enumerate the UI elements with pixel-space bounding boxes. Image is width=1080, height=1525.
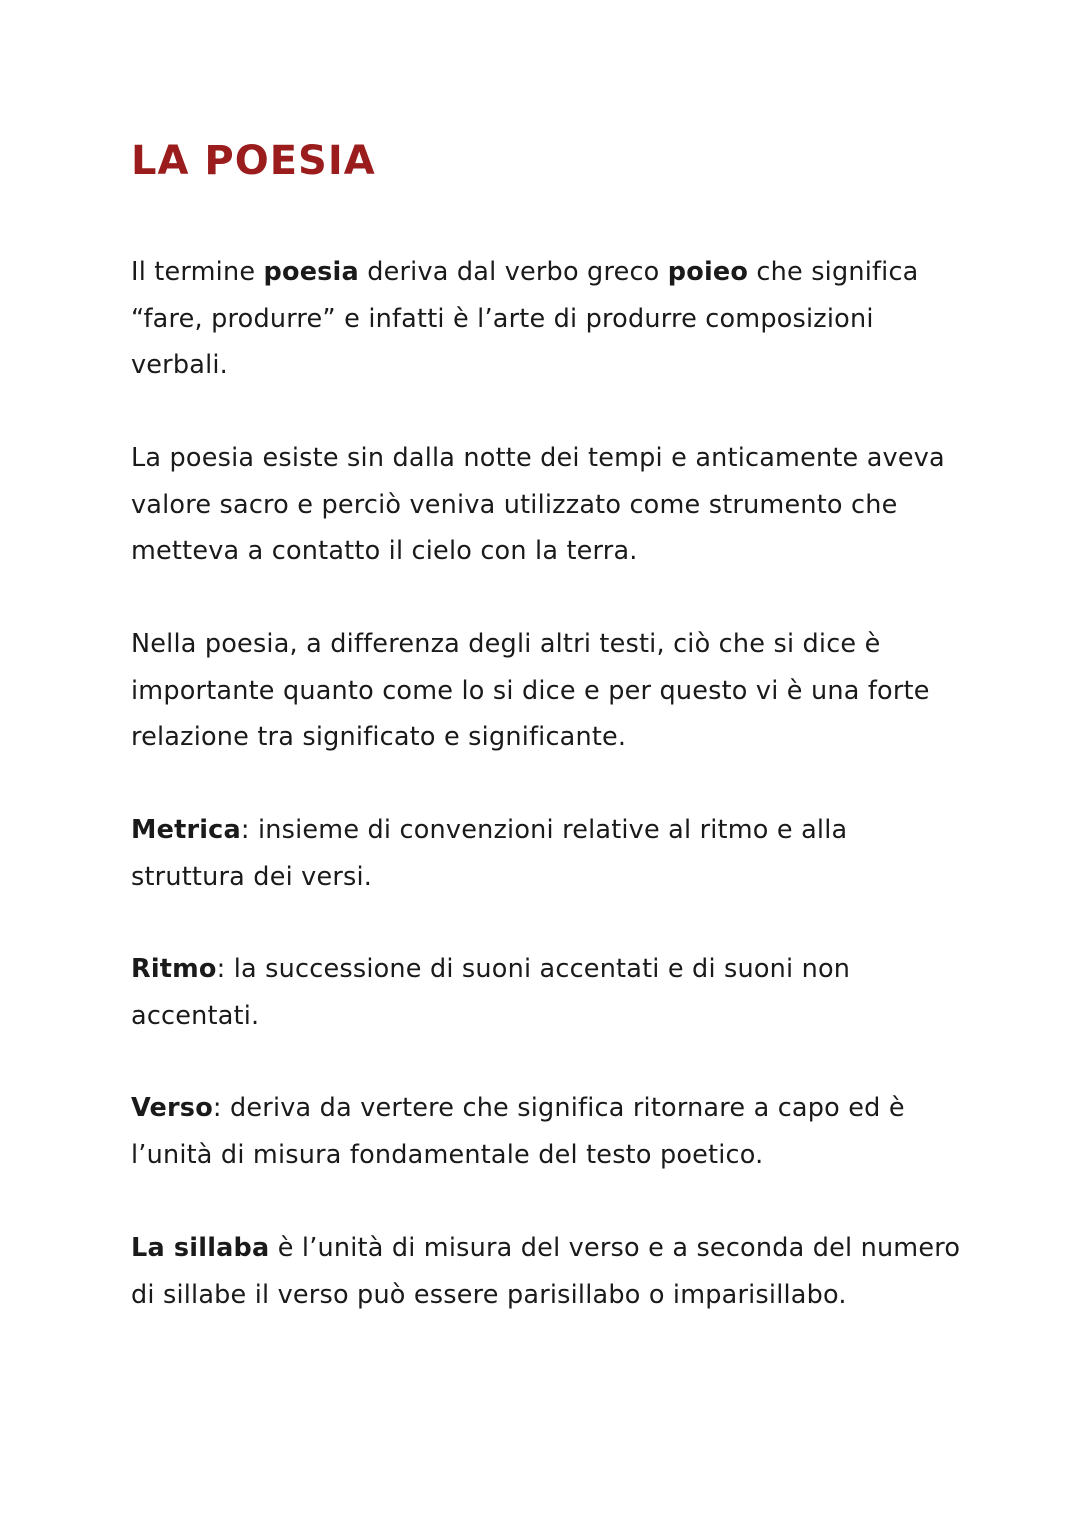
bold-term-poieo: poieo [667,257,749,287]
text-run: Nella poesia, a differenza degli altri testi, ciò che si dice è importante quanto come lo si dice e per questo vi è una forte relazione tra significato e significante. [131,629,930,752]
text-run: La poesia esiste sin dalla notte dei tempi e anticamente aveva valore sacro e perciò veniva utilizzato come strumento che metteva a contatto il cielo con la terra. [131,443,945,566]
paragraph-metrica [131,807,961,900]
text-run: Il termine [131,257,264,287]
bold-term-poesia: poesia [263,257,359,287]
paragraph-meaning-signifier [131,621,961,761]
text-run: : insieme di convenzioni relative al ritmo e alla struttura dei versi. [131,815,848,892]
bold-term-verso: Verso [131,1093,213,1123]
bold-term-ritmo: Ritmo [131,954,217,984]
text-run: è l’unità di misura del verso e a seconda del numero di sillabe il verso può essere parisillabo o imparisillabo. [131,1233,961,1310]
text-run: deriva dal verbo greco [358,257,668,287]
paragraph-poetry-history [131,435,961,575]
bold-term-metrica: Metrica [131,815,241,845]
bold-term-sillaba: La sillaba [131,1233,270,1263]
paragraph-poetry-definition [131,249,961,389]
text-run: : la successione di suoni accentati e di suoni non accentati. [131,954,851,1031]
page-title: LA POESIA [131,138,376,184]
paragraph-verso [131,1085,961,1178]
paragraph-sillaba [131,1225,961,1318]
paragraph-ritmo [131,946,961,1039]
text-run: : deriva da vertere che significa ritornare a capo ed è l’unità di misura fondamentale del testo poetico. [131,1093,905,1170]
text-run: che significa “fare, produrre” e infatti è l’arte di produrre composizioni verbali. [131,257,919,380]
